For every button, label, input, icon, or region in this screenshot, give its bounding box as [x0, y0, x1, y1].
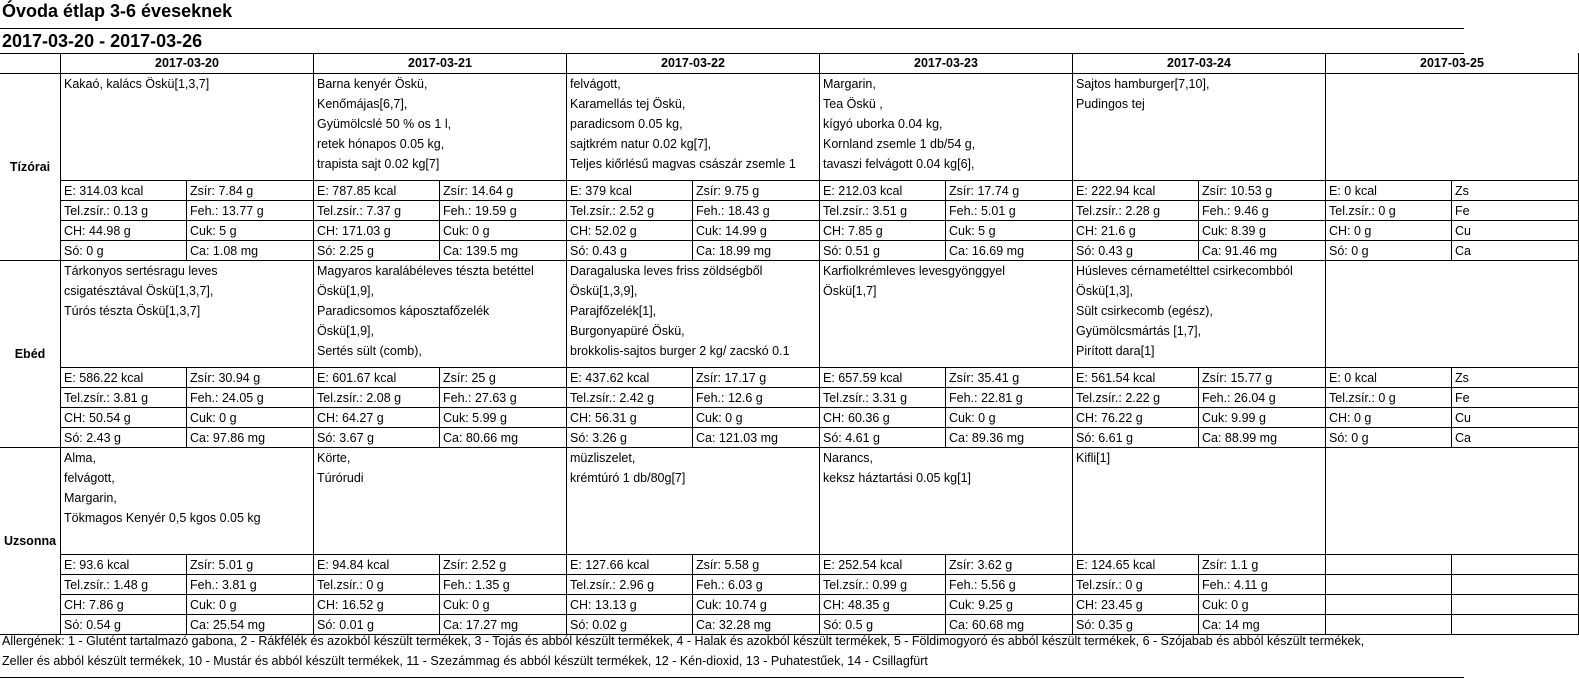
nutrition-value: Zsír: 14.64 g [440, 181, 567, 201]
menu-item: Tárkonyos sertésragu leves [64, 264, 218, 278]
nutrition-value: E: 127.66 kcal [567, 555, 693, 575]
nutrition-value: E: 314.03 kcal [61, 181, 187, 201]
nutrition-value: CH: 21.6 g [1073, 221, 1199, 241]
menu-items-cell [820, 261, 1073, 368]
nutrition-value: Tel.zsír.: 2.96 g [567, 575, 693, 595]
menu-item: Öskü[1,3,9], [570, 284, 638, 298]
nutrition-value: Feh.: 18.43 g [693, 201, 820, 221]
nutrition-value: CH: 16.52 g [314, 595, 440, 615]
menu-item: Pudingos tej [1076, 97, 1145, 111]
nutrition-value: Cuk: 0 g [1199, 595, 1326, 615]
nutrition-value: E: 212.03 kcal [820, 181, 946, 201]
menu-items-cell [1073, 74, 1326, 181]
menu-items-cell [1326, 261, 1579, 368]
nutrition-value: Cuk: 0 g [187, 595, 314, 615]
nutrition-value: Tel.zsír.: 3.31 g [820, 388, 946, 408]
menu-item: Margarin, [64, 491, 117, 505]
menu-items-cell [1073, 448, 1326, 555]
nutrition-value: Cuk: 5.99 g [440, 408, 567, 428]
nutrition-value: Cu [1452, 221, 1579, 241]
nutrition-value: CH: 50.54 g [61, 408, 187, 428]
nutrition-value: Ca [1452, 241, 1579, 261]
nutrition-value: Feh.: 26.04 g [1199, 388, 1326, 408]
nutrition-value: Cuk: 0 g [187, 408, 314, 428]
menu-item: Öskü[1,3], [1076, 284, 1133, 298]
bottom-divider [0, 677, 1464, 678]
nutrition-value: Só: 3.67 g [314, 428, 440, 448]
nutrition-value: Tel.zsír.: 2.42 g [567, 388, 693, 408]
nutrition-value: Ca: 91.46 mg [1199, 241, 1326, 261]
nutrition-value: E: 586.22 kcal [61, 368, 187, 388]
nutrition-value: Zs [1452, 368, 1579, 388]
menu-items-cell [1326, 448, 1579, 555]
nutrition-value: Ca: 1.08 mg [187, 241, 314, 261]
nutrition-value: Feh.: 6.03 g [693, 575, 820, 595]
nutrition-value: Zs [1452, 181, 1579, 201]
nutrition-value: Ca: 97.86 mg [187, 428, 314, 448]
nutrition-value [1326, 575, 1452, 595]
meal-name: Uzsonna [3, 534, 57, 548]
day-header: 2017-03-22 [567, 53, 820, 74]
nutrition-value: Cuk: 9.99 g [1199, 408, 1326, 428]
nutrition-value: Zsír: 5.58 g [693, 555, 820, 575]
header-corner [0, 53, 61, 74]
meal-name: Tízórai [9, 160, 51, 174]
menu-item: Parajfőzelék[1], [570, 304, 657, 318]
nutrition-value: E: 124.65 kcal [1073, 555, 1199, 575]
menu-item: Öskü[1,9], [317, 324, 374, 338]
nutrition-value: Cuk: 0 g [946, 408, 1073, 428]
nutrition-value: Tel.zsír.: 0 g [314, 575, 440, 595]
nutrition-value: Tel.zsír.: 0 g [1326, 201, 1452, 221]
menu-item: kígyó uborka 0.04 kg, [823, 117, 943, 131]
nutrition-value: Tel.zsír.: 7.37 g [314, 201, 440, 221]
nutrition-value: Tel.zsír.: 2.28 g [1073, 201, 1199, 221]
nutrition-value: Só: 0 g [1326, 241, 1452, 261]
nutrition-value: Zsír: 2.52 g [440, 555, 567, 575]
menu-item: müzliszelet, [570, 451, 636, 465]
nutrition-value: E: 94.84 kcal [314, 555, 440, 575]
menu-item: Tökmagos Kenyér 0,5 kgos 0.05 kg [64, 511, 261, 525]
nutrition-value: CH: 60.36 g [820, 408, 946, 428]
nutrition-value: Ca: 18.99 mg [693, 241, 820, 261]
nutrition-value: Cuk: 0 g [440, 595, 567, 615]
menu-item: felvágott, [64, 471, 115, 485]
nutrition-value: Só: 0.35 g [1073, 615, 1199, 635]
menu-item: Kifli[1] [1076, 451, 1111, 465]
menu-items-cell [314, 74, 567, 181]
menu-item: tavaszi felvágott 0.04 kg[6], [823, 157, 975, 171]
menu-item: Burgonyapüré Öskü, [570, 324, 685, 338]
nutrition-value: Feh.: 19.59 g [440, 201, 567, 221]
nutrition-value: E: 657.59 kcal [820, 368, 946, 388]
menu-item: Paradicsomos káposztafőzelék [317, 304, 490, 318]
menu-item: Kakaó, kalács Öskü[1,3,7] [64, 77, 210, 91]
nutrition-value: Zsír: 30.94 g [187, 368, 314, 388]
menu-item: Alma, [64, 451, 96, 465]
nutrition-value: E: 437.62 kcal [567, 368, 693, 388]
nutrition-value: Ca: 80.66 mg [440, 428, 567, 448]
nutrition-value: Tel.zsír.: 1.48 g [61, 575, 187, 595]
menu-item: Kornland zsemle 1 db/54 g, [823, 137, 976, 151]
day-header: 2017-03-25 [1326, 53, 1579, 74]
nutrition-value: E: 252.54 kcal [820, 555, 946, 575]
nutrition-value: Só: 3.26 g [567, 428, 693, 448]
nutrition-value: Zsír: 35.41 g [946, 368, 1073, 388]
nutrition-value: CH: 0 g [1326, 221, 1452, 241]
meal-label [0, 261, 61, 448]
meal-name: Ebéd [14, 347, 46, 361]
menu-item: Kenőmájas[6,7], [317, 97, 408, 111]
nutrition-value [1326, 555, 1452, 575]
menu-item: Túrós tészta Öskü[1,3,7] [64, 304, 201, 318]
nutrition-value: Tel.zsír.: 3.51 g [820, 201, 946, 221]
menu-items-cell [61, 74, 314, 181]
menu-items-cell [1073, 261, 1326, 368]
menu-item: Margarin, [823, 77, 876, 91]
nutrition-value: Cuk: 5 g [946, 221, 1073, 241]
nutrition-value: E: 379 kcal [567, 181, 693, 201]
nutrition-value: Ca: 121.03 mg [693, 428, 820, 448]
nutrition-value: CH: 171.03 g [314, 221, 440, 241]
allergen-legend-line-1: Allergének: 1 - Glutént tartalmazó gabona, 2 - Rákfélék és azokból készült termékek, 3 - Tojás és abból készült termékek, 4 - Halak és azokból készült termékek, 5 - Földimogyoró és abból készült termékek, 6 - Szójabab és abból készült termékek, [2, 634, 1365, 648]
menu-item: brokkolis-sajtos burger 2 kg/ zacskó 0.1 [570, 344, 790, 358]
nutrition-value: Feh.: 24.05 g [187, 388, 314, 408]
menu-items-cell [820, 74, 1073, 181]
nutrition-value: Cuk: 0 g [440, 221, 567, 241]
menu-item: felvágott, [570, 77, 621, 91]
nutrition-value [1326, 615, 1452, 635]
nutrition-value: Cuk: 0 g [693, 408, 820, 428]
menu-item: Magyaros karalábéleves tészta betéttel [317, 264, 534, 278]
nutrition-value: Zsír: 15.77 g [1199, 368, 1326, 388]
menu-items-cell [567, 74, 820, 181]
nutrition-value: Feh.: 22.81 g [946, 388, 1073, 408]
nutrition-value: E: 0 kcal [1326, 368, 1452, 388]
nutrition-value: Só: 0.51 g [820, 241, 946, 261]
nutrition-value: Só: 0.43 g [1073, 241, 1199, 261]
nutrition-value: Zsír: 9.75 g [693, 181, 820, 201]
nutrition-value: Feh.: 5.56 g [946, 575, 1073, 595]
menu-items-cell [567, 448, 820, 555]
nutrition-value: Ca: 25.54 mg [187, 615, 314, 635]
menu-item: csigatésztával Öskü[1,3,7], [64, 284, 214, 298]
nutrition-value: E: 222.94 kcal [1073, 181, 1199, 201]
nutrition-value: Tel.zsír.: 2.52 g [567, 201, 693, 221]
nutrition-value: Ca: 16.69 mg [946, 241, 1073, 261]
nutrition-value: Feh.: 9.46 g [1199, 201, 1326, 221]
menu-item: trapista sajt 0.02 kg[7] [317, 157, 440, 171]
menu-items-cell [820, 448, 1073, 555]
nutrition-value: Fe [1452, 388, 1579, 408]
nutrition-value: Só: 2.43 g [61, 428, 187, 448]
menu-items-cell [61, 448, 314, 555]
meal-label [0, 448, 61, 635]
menu-item: Sajtos hamburger[7,10], [1076, 77, 1210, 91]
meal-label [0, 74, 61, 261]
menu-item: Gyümölcslé 50 % os 1 l, [317, 117, 452, 131]
menu-item: Karamellás tej Öskü, [570, 97, 686, 111]
nutrition-value: CH: 0 g [1326, 408, 1452, 428]
nutrition-value: Ca: 32.28 mg [693, 615, 820, 635]
menu-item: krémtúró 1 db/80g[7] [570, 471, 686, 485]
nutrition-value: Feh.: 3.81 g [187, 575, 314, 595]
nutrition-value: Só: 0.43 g [567, 241, 693, 261]
nutrition-value: CH: 52.02 g [567, 221, 693, 241]
nutrition-value: Ca: 14 mg [1199, 615, 1326, 635]
nutrition-value: Ca: 88.99 mg [1199, 428, 1326, 448]
nutrition-value: CH: 7.85 g [820, 221, 946, 241]
menu-item: Pirított dara[1] [1076, 344, 1155, 358]
nutrition-value: Só: 0 g [61, 241, 187, 261]
menu-items-cell [314, 261, 567, 368]
nutrition-value: Cuk: 10.74 g [693, 595, 820, 615]
nutrition-value: Feh.: 1.35 g [440, 575, 567, 595]
page-title: Óvoda étlap 3-6 éveseknek [2, 1, 233, 21]
nutrition-value: Ca: 17.27 mg [440, 615, 567, 635]
menu-item: sajtkrém natur 0.02 kg[7], [570, 137, 712, 151]
nutrition-value: Ca: 60.68 mg [946, 615, 1073, 635]
nutrition-value: Feh.: 27.63 g [440, 388, 567, 408]
nutrition-value: Só: 4.61 g [820, 428, 946, 448]
menu-table [0, 53, 1484, 632]
nutrition-value: E: 93.6 kcal [61, 555, 187, 575]
nutrition-value: CH: 48.35 g [820, 595, 946, 615]
nutrition-value: CH: 76.22 g [1073, 408, 1199, 428]
menu-item: paradicsom 0.05 kg, [570, 117, 683, 131]
nutrition-value: Cu [1452, 408, 1579, 428]
menu-item: Tea Öskü , [823, 97, 883, 111]
nutrition-value: Cuk: 5 g [187, 221, 314, 241]
menu-item: retek hónapos 0.05 kg, [317, 137, 445, 151]
day-header: 2017-03-23 [820, 53, 1073, 74]
nutrition-value: Tel.zsír.: 0.13 g [61, 201, 187, 221]
menu-item: Teljes kiőrlésű magvas császár zsemle 1 [570, 157, 796, 171]
nutrition-value: Só: 6.61 g [1073, 428, 1199, 448]
nutrition-value: Zsír: 7.84 g [187, 181, 314, 201]
date-range: 2017-03-20 - 2017-03-26 [2, 31, 203, 51]
nutrition-value: Feh.: 13.77 g [187, 201, 314, 221]
nutrition-value: Zsír: 17.17 g [693, 368, 820, 388]
nutrition-value: Feh.: 5.01 g [946, 201, 1073, 221]
menu-item: Húsleves cérnametélttel csirkecombból [1076, 264, 1293, 278]
nutrition-value [1326, 595, 1452, 615]
nutrition-value: Só: 0.01 g [314, 615, 440, 635]
nutrition-value [1452, 595, 1579, 615]
nutrition-value: CH: 13.13 g [567, 595, 693, 615]
day-header: 2017-03-20 [61, 53, 314, 74]
menu-item: keksz háztartási 0.05 kg[1] [823, 471, 971, 485]
nutrition-value [1452, 615, 1579, 635]
nutrition-value [1452, 575, 1579, 595]
allergen-legend-line-2: Zeller és abból készült termékek, 10 - Mustár és abból készült termékek, 11 - Szezámmag és abból készült termékek, 12 - Kén-dioxid, 13 - Puhatestűek, 14 - Csillagfürt [2, 654, 928, 668]
nutrition-value: Só: 0.5 g [820, 615, 946, 635]
nutrition-value: Tel.zsír.: 0 g [1326, 388, 1452, 408]
menu-item: Gyümölcsmártás [1,7], [1076, 324, 1202, 338]
day-header: 2017-03-21 [314, 53, 567, 74]
nutrition-value: Zsír: 3.62 g [946, 555, 1073, 575]
nutrition-value: Zsír: 1.1 g [1199, 555, 1326, 575]
menu-items-cell [61, 261, 314, 368]
nutrition-value: Cuk: 9.25 g [946, 595, 1073, 615]
nutrition-value: Feh.: 4.11 g [1199, 575, 1326, 595]
nutrition-value: Tel.zsír.: 0.99 g [820, 575, 946, 595]
nutrition-value: Ca: 139.5 mg [440, 241, 567, 261]
menu-item: Sült csirkecomb (egész), [1076, 304, 1213, 318]
menu-item: Daragaluska leves friss zöldségből [570, 264, 763, 278]
nutrition-value: E: 0 kcal [1326, 181, 1452, 201]
nutrition-value: CH: 56.31 g [567, 408, 693, 428]
nutrition-value: Zsír: 17.74 g [946, 181, 1073, 201]
menu-items-cell [314, 448, 567, 555]
menu-items-cell [567, 261, 820, 368]
nutrition-value: Só: 0 g [1326, 428, 1452, 448]
nutrition-value: E: 787.85 kcal [314, 181, 440, 201]
menu-item: Barna kenyér Öskü, [317, 77, 428, 91]
nutrition-value: Tel.zsír.: 0 g [1073, 575, 1199, 595]
nutrition-value: E: 601.67 kcal [314, 368, 440, 388]
nutrition-value: CH: 7.86 g [61, 595, 187, 615]
nutrition-value: E: 561.54 kcal [1073, 368, 1199, 388]
nutrition-value [1452, 555, 1579, 575]
menu-item: Karfiolkrémleves levesgyönggyel [823, 264, 1006, 278]
day-header: 2017-03-24 [1073, 53, 1326, 74]
nutrition-value: Fe [1452, 201, 1579, 221]
title-divider [0, 28, 1464, 29]
nutrition-value: Cuk: 14.99 g [693, 221, 820, 241]
menu-item: Öskü[1,7] [823, 284, 877, 298]
menu-item: Narancs, [823, 451, 874, 465]
menu-item: Körte, [317, 451, 351, 465]
nutrition-value: Cuk: 8.39 g [1199, 221, 1326, 241]
menu-item: Túrórudi [317, 471, 364, 485]
nutrition-value: CH: 44.98 g [61, 221, 187, 241]
nutrition-value: Tel.zsír.: 2.08 g [314, 388, 440, 408]
nutrition-value: Tel.zsír.: 3.81 g [61, 388, 187, 408]
nutrition-value: Tel.zsír.: 2.22 g [1073, 388, 1199, 408]
nutrition-value: Ca: 89.36 mg [946, 428, 1073, 448]
nutrition-value: Ca [1452, 428, 1579, 448]
nutrition-value: Zsír: 5.01 g [187, 555, 314, 575]
nutrition-value: Feh.: 12.6 g [693, 388, 820, 408]
nutrition-value: Só: 2.25 g [314, 241, 440, 261]
nutrition-value: Zsír: 10.53 g [1199, 181, 1326, 201]
menu-items-cell [1326, 74, 1579, 181]
nutrition-value: Só: 0.02 g [567, 615, 693, 635]
nutrition-value: CH: 23.45 g [1073, 595, 1199, 615]
nutrition-value: Zsír: 25 g [440, 368, 567, 388]
nutrition-value: Só: 0.54 g [61, 615, 187, 635]
nutrition-value: CH: 64.27 g [314, 408, 440, 428]
menu-item: Öskü[1,9], [317, 284, 374, 298]
menu-item: Sertés sült (comb), [317, 344, 422, 358]
